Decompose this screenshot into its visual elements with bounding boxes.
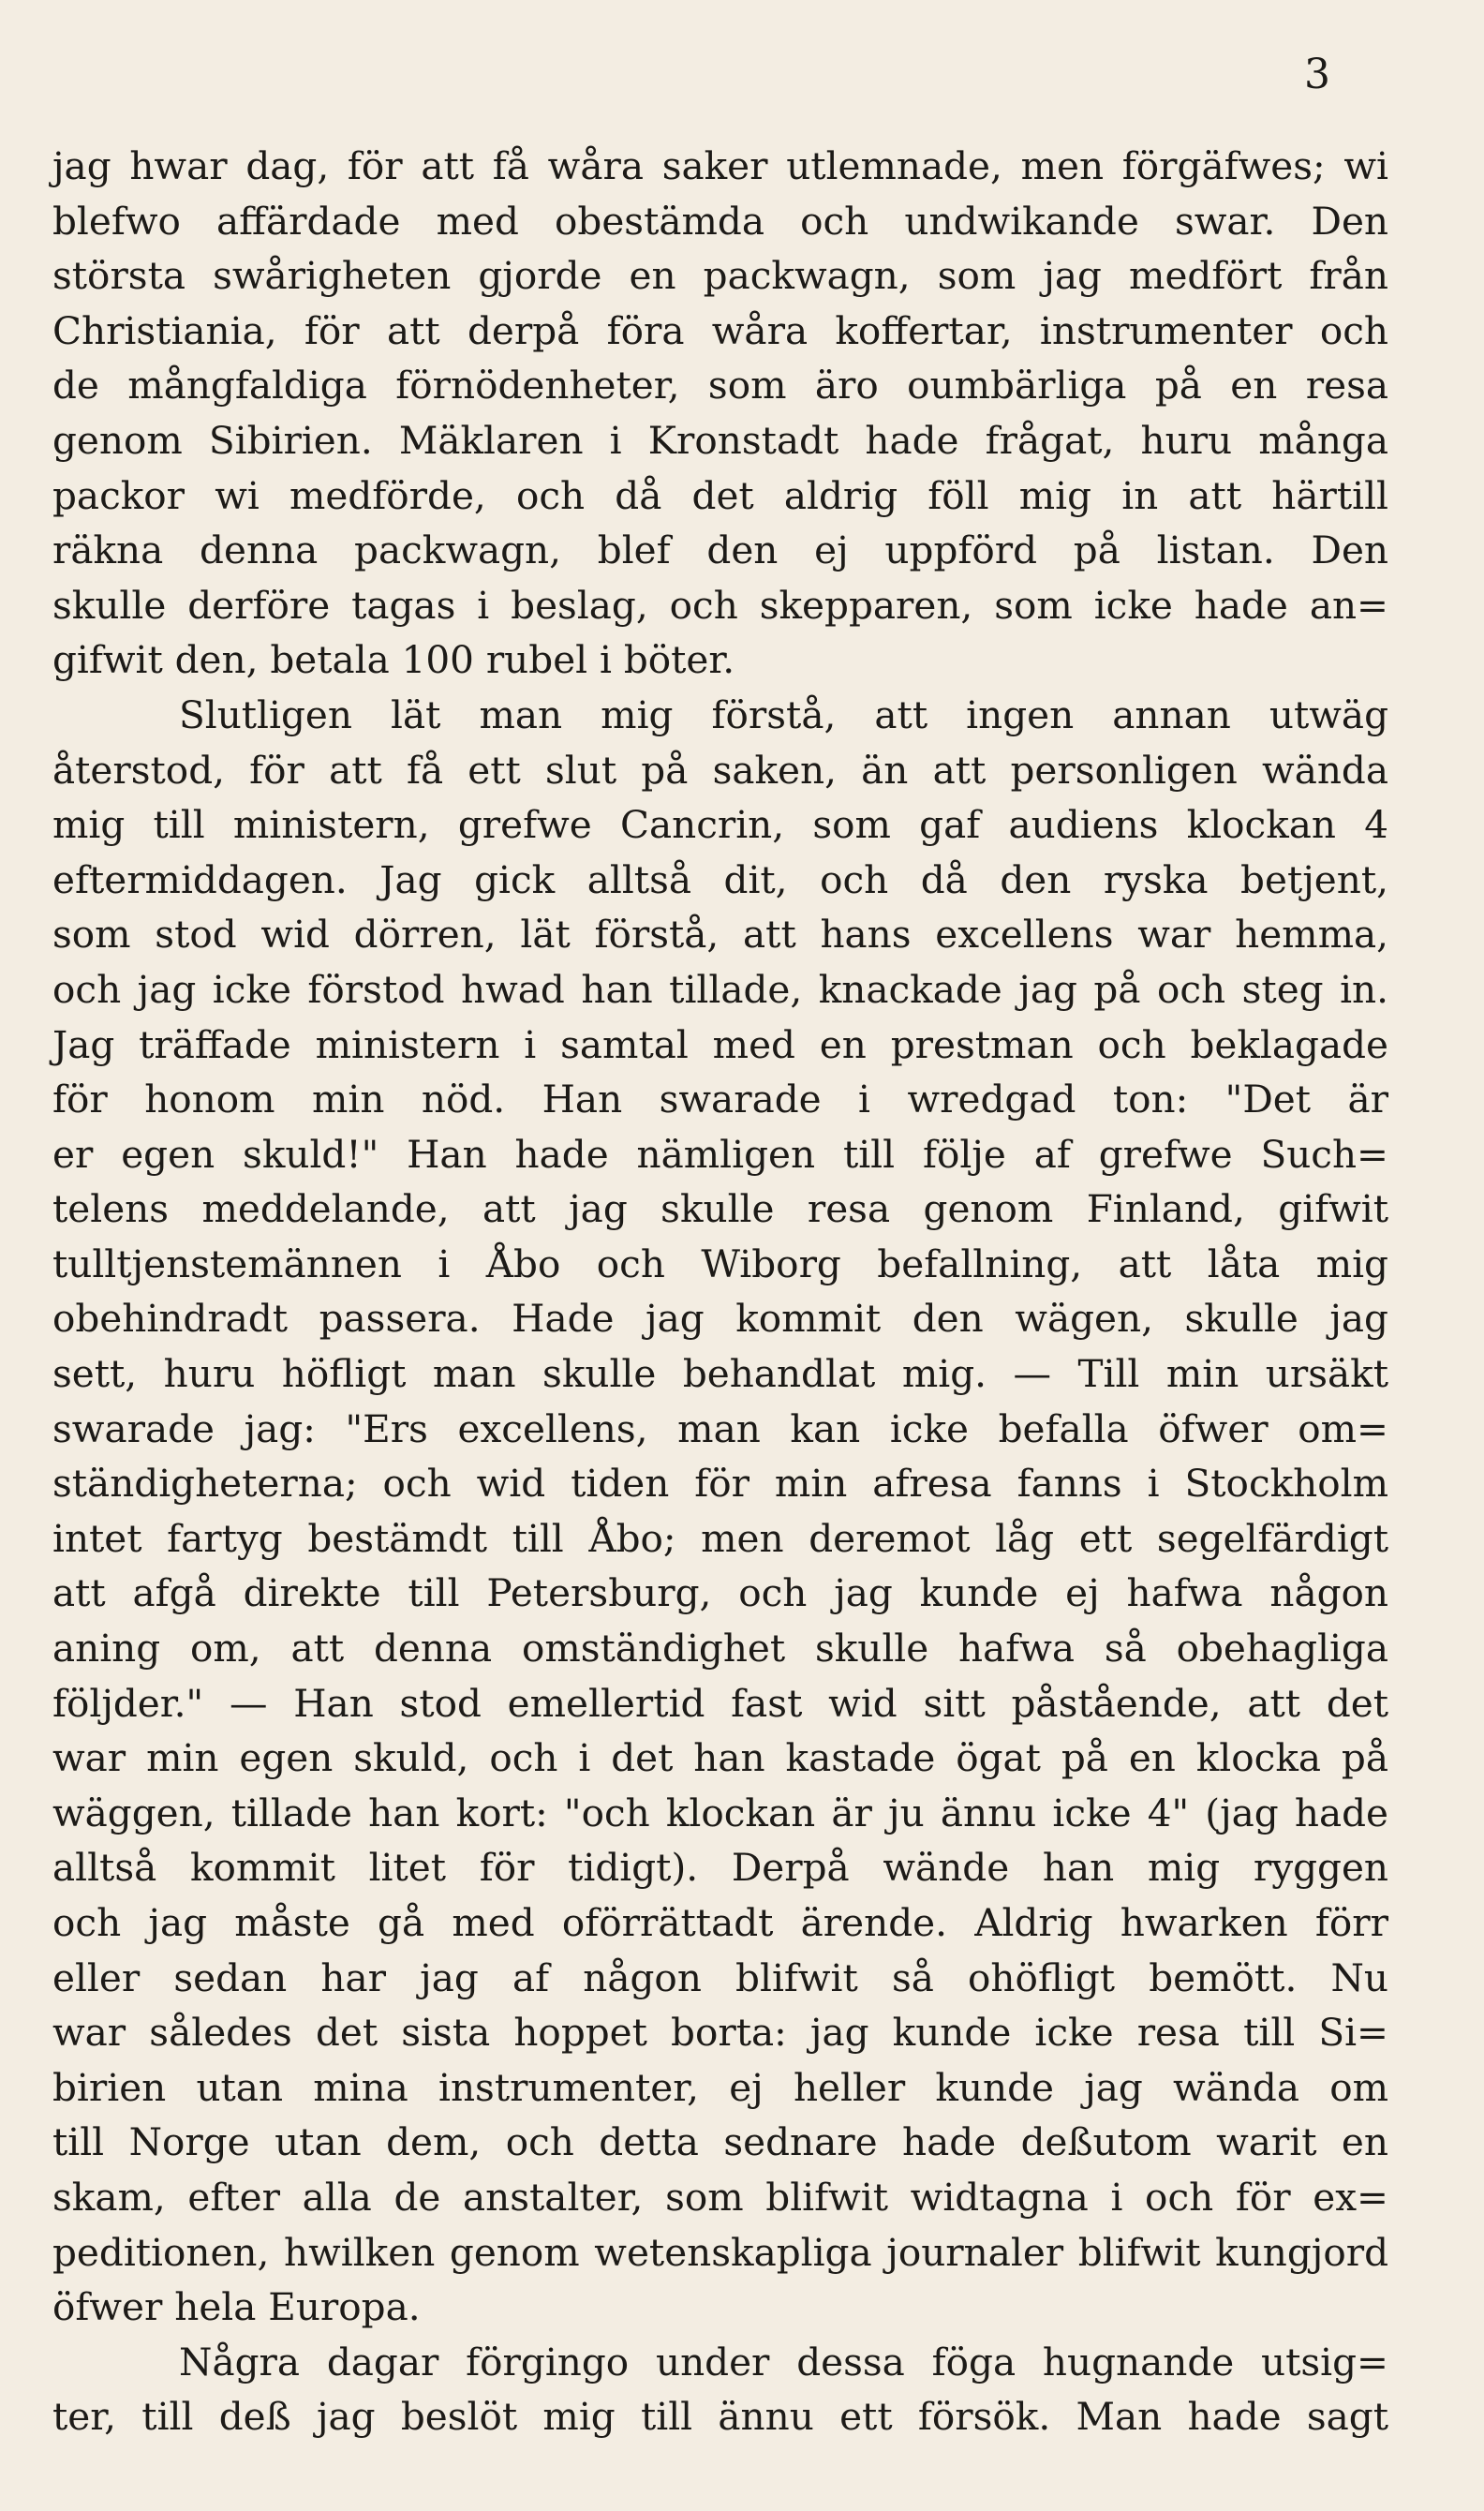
text-line: peditionen, hwilken genom wetenskapliga journaler blifwit kungjord bbox=[52, 2229, 1388, 2275]
text-line: och jag måste gå med oförrättadt ärende. Aldrig hwarken förr bbox=[52, 1900, 1388, 1945]
text-line: sett, huru höfligt man skulle behandlat mig. — Till min ursäkt bbox=[52, 1351, 1388, 1397]
text-line: som stod wid dörren, lät förstå, att hans excellens war hemma, bbox=[52, 912, 1388, 958]
text-line: att afgå direkte till Petersburg, och jag kunde ej hafwa någon bbox=[52, 1570, 1388, 1616]
text-line: de mångfaldiga förnödenheter, som äro oumbärliga på en resa bbox=[52, 363, 1388, 409]
text-line: jag hwar dag, för att få wåra saker utlemnade, men förgäfwes; wi bbox=[52, 143, 1388, 188]
text-line: telens meddelande, att jag skulle resa genom Finland, gifwit bbox=[52, 1186, 1388, 1232]
text-line: skam, efter alla de anstalter, som blifwit widtagna i och för ex= bbox=[52, 2174, 1388, 2220]
text-line: till Norge utan dem, och detta sednare hade deßutom warit en bbox=[52, 2119, 1388, 2165]
text-line: mig till ministern, grefwe Cancrin, som gaf audiens klockan 4 bbox=[52, 802, 1388, 848]
text-line: blefwo affärdade med obestämda och undwikande swar. Den bbox=[52, 198, 1388, 244]
text-line: eller sedan har jag af någon blifwit så ohöfligt bemött. Nu bbox=[52, 1954, 1388, 2000]
text-line: eftermiddagen. Jag gick alltså dit, och då den ryska betjent, bbox=[52, 856, 1388, 902]
text-line: Christiania, för att derpå föra wåra koffertar, instrumenter och bbox=[52, 307, 1388, 353]
text-line: Jag träffade ministern i samtal med en prestman och beklagade bbox=[52, 1021, 1388, 1067]
text-line: följder." — Han stod emellertid fast wid sitt påstående, att det bbox=[52, 1680, 1388, 1726]
text-line: ständigheterna; och wid tiden för min afresa fanns i Stockholm bbox=[52, 1461, 1388, 1507]
text-line: gifwit den, betala 100 rubel i böter. bbox=[52, 637, 735, 683]
text-line: genom Sibirien. Mäklaren i Kronstadt hade frågat, huru många bbox=[52, 417, 1388, 463]
text-line: war således det sista hoppet borta: jag kunde icke resa till Si= bbox=[52, 2010, 1388, 2056]
text-line: för honom min nöd. Han swarade i wredgad ton: "Det är bbox=[52, 1077, 1388, 1122]
page-number: 3 bbox=[1304, 51, 1330, 98]
text-line: er egen skuld!" Han hade nämligen till följe af grefwe Such= bbox=[52, 1131, 1388, 1177]
text-line: skulle derföre tagas i beslag, och skepparen, som icke hade an= bbox=[52, 582, 1388, 628]
text-line: räkna denna packwagn, blef den ej uppförd på listan. Den bbox=[52, 527, 1388, 573]
text-line: swarade jag: "Ers excellens, man kan icke befalla öfwer om= bbox=[52, 1405, 1388, 1451]
text-line: birien utan mina instrumenter, ej heller kunde jag wända om bbox=[52, 2064, 1388, 2110]
text-line: och jag icke förstod hwad han tillade, knackade jag på och steg in. bbox=[52, 966, 1388, 1012]
text-line: ter, till deß jag beslöt mig till ännu ett försök. Man hade sagt bbox=[52, 2394, 1388, 2440]
text-line: wäggen, tillade han kort: "och klockan är ju ännu icke 4" (jag hade bbox=[52, 1790, 1388, 1835]
body-text bbox=[52, 139, 1388, 2444]
text-line: aning om, att denna omständighet skulle hafwa så obehagliga bbox=[52, 1626, 1388, 1672]
text-line: obehindradt passera. Hade jag kommit den wägen, skulle jag bbox=[52, 1296, 1388, 1342]
text-line: alltså kommit litet för tidigt). Derpå wände han mig ryggen bbox=[52, 1845, 1388, 1891]
text-line: Slutligen lät man mig förstå, att ingen annan utwäg bbox=[179, 691, 1388, 737]
text-line: största swårigheten gjorde en packwagn, som jag medfört från bbox=[52, 253, 1388, 299]
text-line: återstod, för att få ett slut på saken, än att personligen wända bbox=[52, 747, 1388, 793]
text-line: öfwer hela Europa. bbox=[52, 2284, 421, 2330]
text-line: tulltjenstemännen i Åbo och Wiborg befallning, att låta mig bbox=[52, 1241, 1388, 1286]
text-line: intet fartyg bestämdt till Åbo; men deremot låg ett segelfärdigt bbox=[52, 1515, 1388, 1561]
text-line: war min egen skuld, och i det han kastade ögat på en klocka på bbox=[52, 1735, 1388, 1781]
text-line: Några dagar förgingo under dessa föga hugnande utsig= bbox=[179, 2339, 1388, 2385]
text-line: packor wi medförde, och då det aldrig föll mig in att härtill bbox=[52, 472, 1388, 518]
